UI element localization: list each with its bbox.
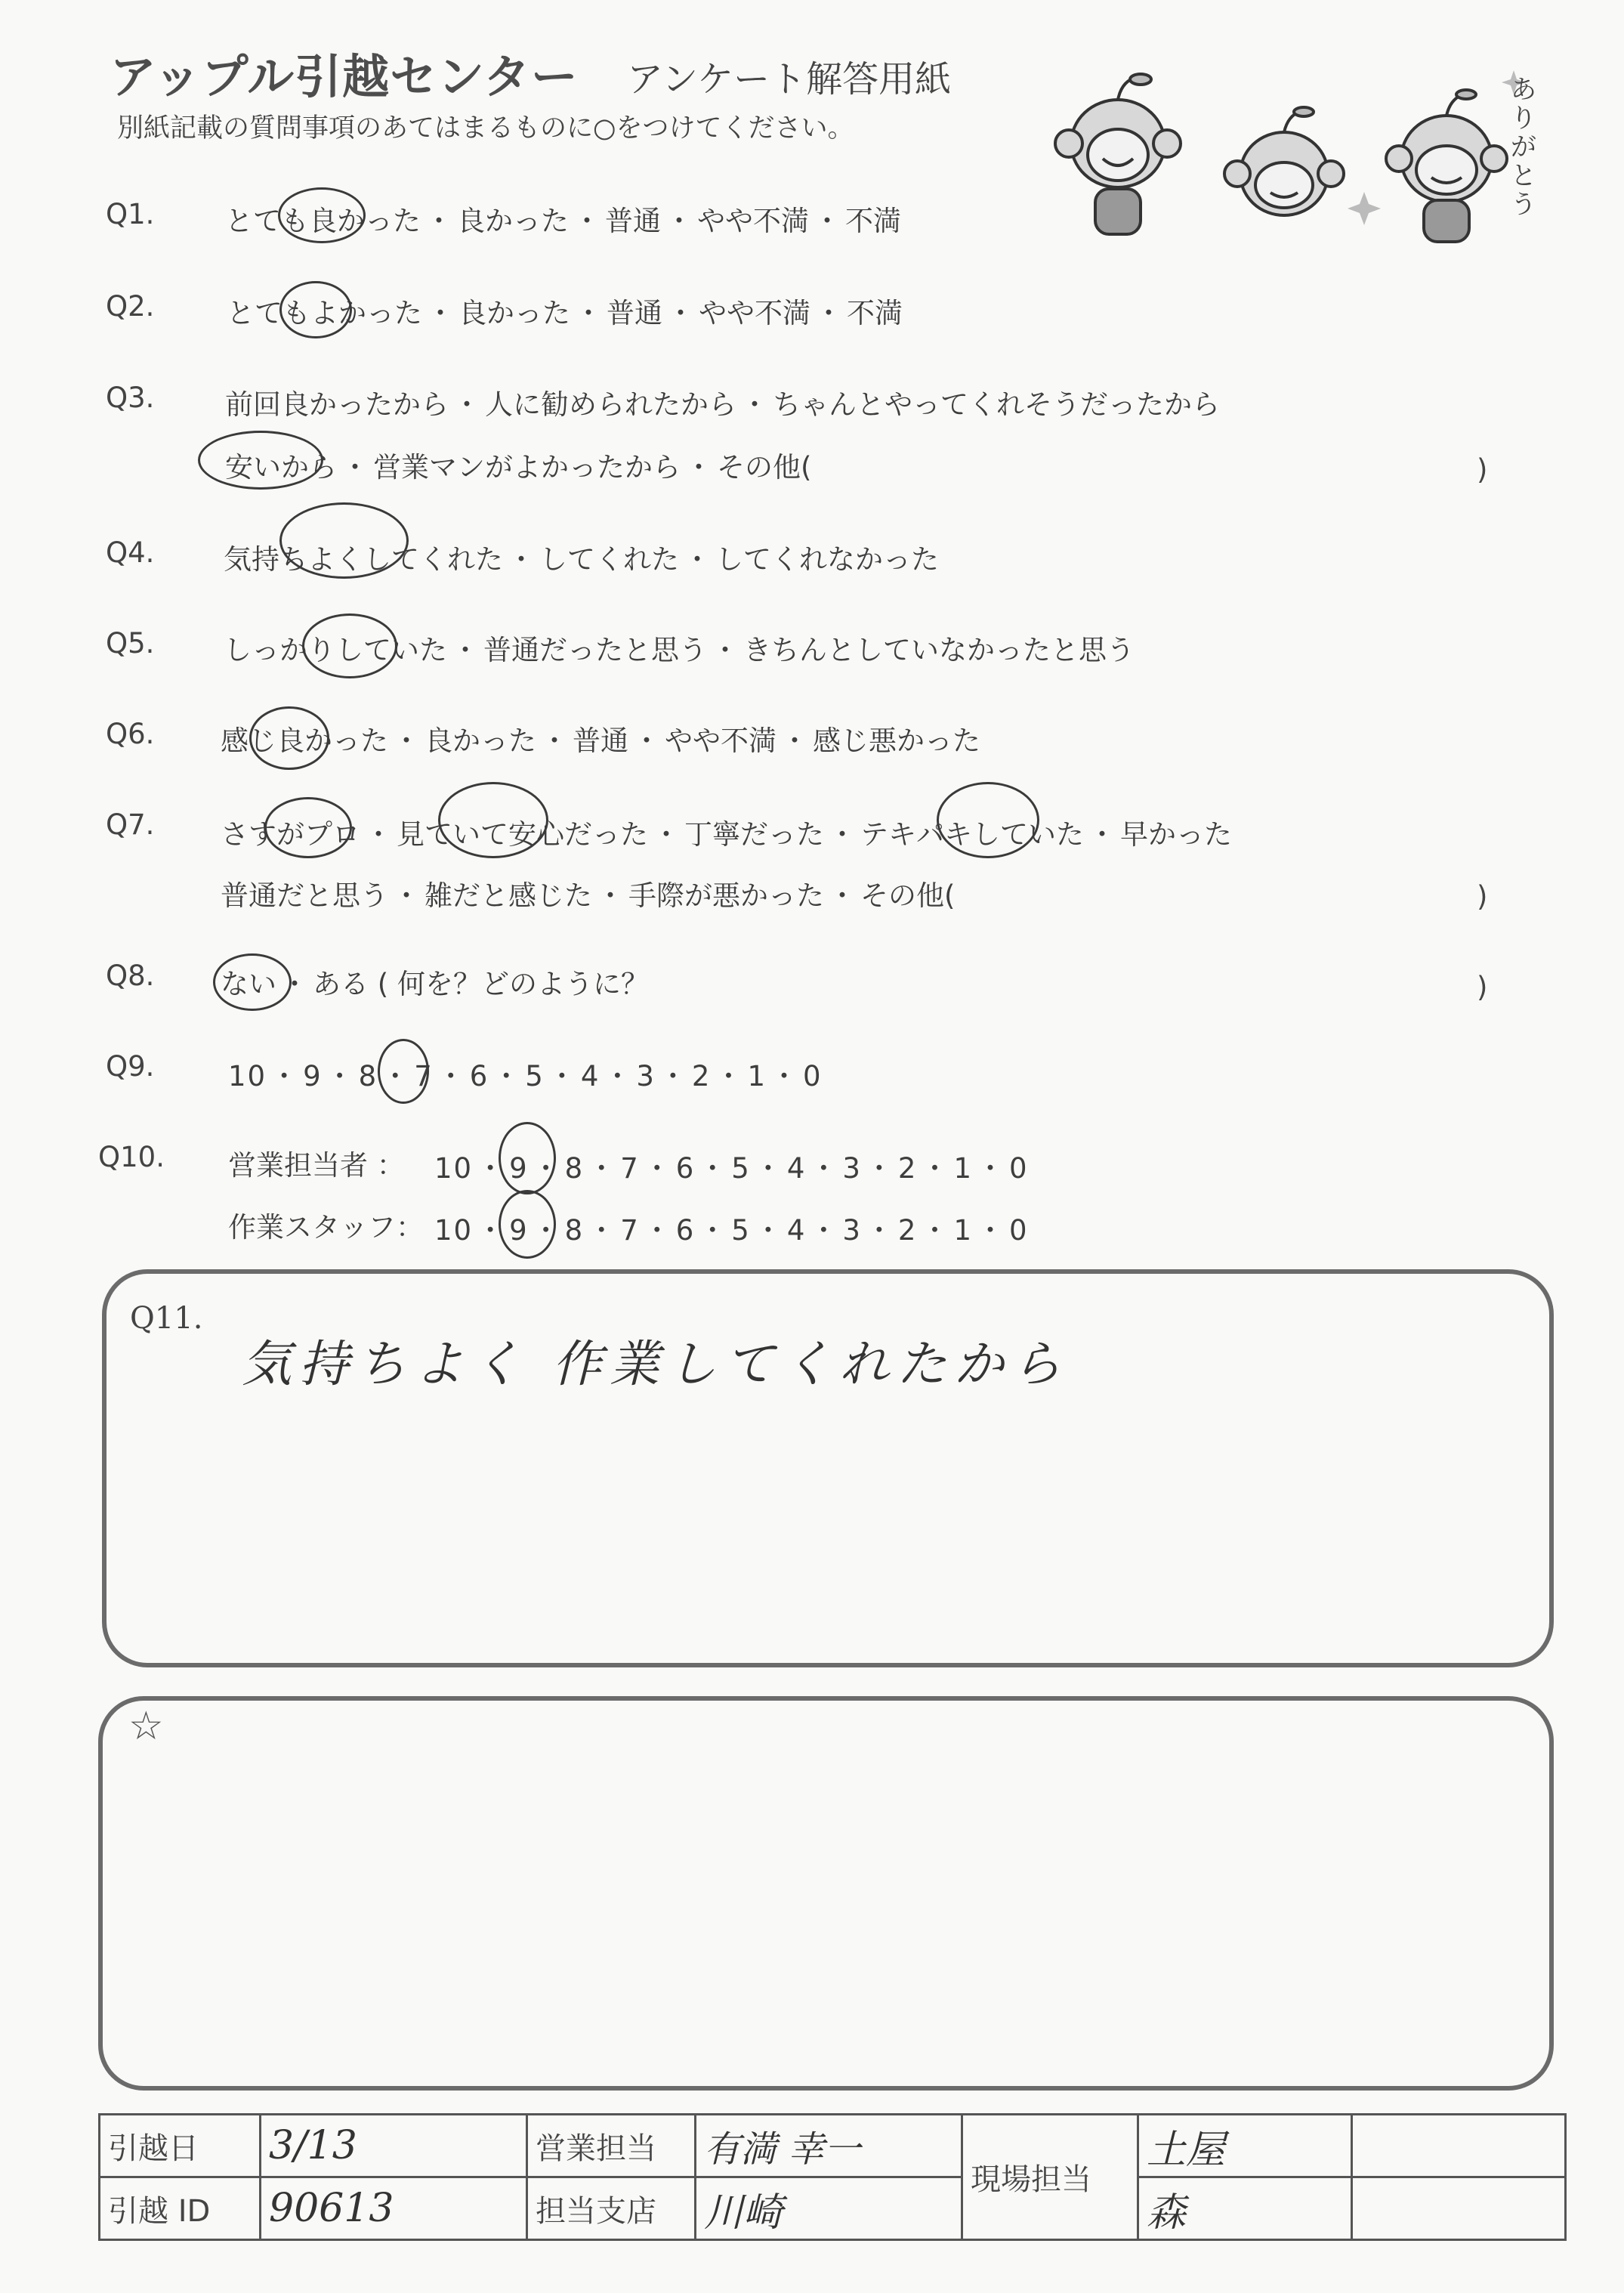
q7-option-5[interactable]: 早かった <box>1120 818 1232 851</box>
q9-answer-circle <box>378 1039 429 1104</box>
q3-option-5[interactable]: 営業マンがよかったから <box>373 451 681 484</box>
q9-score-2[interactable]: 2 <box>691 1060 712 1092</box>
move-date-handwritten: 3/13 <box>269 2123 357 2168</box>
q9-score-7[interactable]: 7 <box>414 1060 434 1092</box>
q7-option-other[interactable]: その他( <box>860 879 956 912</box>
q7-option-4[interactable]: テキパキしていた <box>860 818 1084 851</box>
q10-sales-score-8[interactable]: 8 <box>564 1152 585 1185</box>
q3-options-line2: 安いから ・ 営業マンがよかったから ・ その他( <box>225 451 812 484</box>
site-staff-extra-1 <box>1352 2115 1566 2177</box>
q5-options: しっかりしていた ・ 普通だったと思う ・ きちんとしていなかったと思う <box>224 634 1135 666</box>
q7-option-8[interactable]: 手際が悪かった <box>628 879 824 912</box>
q9-score-10[interactable]: 10 <box>228 1060 267 1092</box>
q4-option-2[interactable]: してくれた <box>539 543 679 576</box>
q9-score-9[interactable]: 9 <box>303 1060 323 1092</box>
q1-option-2[interactable]: 良かった <box>457 205 569 237</box>
q3-option-2[interactable]: 人に勧められたから <box>485 388 736 421</box>
q10-number: Q10. <box>98 1141 165 1173</box>
q3-answer-circle <box>198 431 323 490</box>
site-staff-value-1 <box>1138 2115 1352 2177</box>
q1-option-1[interactable]: とても良かった <box>225 205 421 237</box>
q10-staff-score-3[interactable]: 3 <box>842 1214 862 1247</box>
free-comment-box[interactable] <box>98 1696 1554 2091</box>
q10-sales-label: 営業担当者 ： <box>228 1149 405 1182</box>
q6-option-2[interactable]: 良かった <box>425 725 536 757</box>
q3-option-other[interactable]: その他( <box>717 451 812 484</box>
q10-staff-score-8[interactable]: 8 <box>564 1214 585 1247</box>
q5-option-1[interactable]: しっかりしていた <box>224 634 447 666</box>
q6-number: Q6. <box>106 718 155 750</box>
q6-option-4[interactable]: やや不満 <box>665 725 776 757</box>
move-id-label: 引越 ID <box>100 2177 261 2240</box>
q9-score-6[interactable]: 6 <box>469 1060 489 1092</box>
q5-number: Q5. <box>106 627 155 660</box>
q1-options: とても良かった ・ 良かった ・ 普通 ・ やや不満 ・ 不満 <box>225 205 901 237</box>
move-id-handwritten: 90613 <box>269 2186 394 2231</box>
q10-sales-score-0[interactable]: 0 <box>1009 1152 1029 1185</box>
site-staff-value-2 <box>1138 2177 1352 2240</box>
q4-option-3[interactable]: してくれなかった <box>715 543 939 576</box>
q9-number: Q9. <box>106 1050 155 1083</box>
q1-option-5[interactable]: 不満 <box>845 205 901 237</box>
q2-number: Q2. <box>106 290 155 323</box>
q8-number: Q8. <box>106 960 155 992</box>
q10-staff-score-1[interactable]: 1 <box>953 1214 974 1247</box>
q10-sales-score-1[interactable]: 1 <box>953 1152 974 1185</box>
star-label: ☆ <box>128 1704 164 1749</box>
q1-option-3[interactable]: 普通 <box>605 205 661 237</box>
q1-answer-circle <box>278 187 366 243</box>
sales-rep-handwritten: 有満 幸一 <box>704 2128 861 2171</box>
q9-score-0[interactable]: 0 <box>803 1060 823 1092</box>
move-id-value <box>261 2177 527 2240</box>
q2-answer-circle <box>279 281 352 338</box>
monkey-mascots-illustration <box>1035 45 1548 257</box>
q10-staff-score-4[interactable]: 4 <box>786 1214 807 1247</box>
survey-subtitle: アンケート解答用紙 <box>627 58 952 100</box>
q8-answer-circle <box>213 953 292 1011</box>
q8-option-1[interactable]: ない <box>221 968 276 1000</box>
q5-answer-circle <box>302 613 397 678</box>
survey-instruction: 別紙記載の質問事項のあてはまるものに○をつけてください。 <box>117 113 854 144</box>
q10-sales-score-7[interactable]: 7 <box>620 1152 640 1185</box>
branch-value <box>696 2177 962 2240</box>
q2-option-4[interactable]: やや不満 <box>699 297 810 329</box>
q10-staff-score-2[interactable]: 2 <box>897 1214 918 1247</box>
q9-score-4[interactable]: 4 <box>580 1060 601 1092</box>
q6-answer-circle <box>249 706 329 770</box>
site-staff-extra-2 <box>1352 2177 1566 2240</box>
q4-number: Q4. <box>106 536 155 569</box>
q8-close-paren: ) <box>1477 971 1488 1003</box>
q9-score-5[interactable]: 5 <box>525 1060 545 1092</box>
q10-staff-score-7[interactable]: 7 <box>620 1214 640 1247</box>
sales-rep-value <box>696 2115 962 2177</box>
q7-option-6[interactable]: 普通だと思う <box>221 879 388 912</box>
q7-option-2[interactable]: 見ていて安心だった <box>397 818 648 851</box>
q7-options-line2: 普通だと思う ・ 雑だと感じた ・ 手際が悪かった ・ その他( <box>221 879 956 912</box>
q8-option-2[interactable]: ある ( 何を？どのように？ <box>313 968 649 1000</box>
q7-answer-circle-1 <box>264 797 352 858</box>
q7-number: Q7. <box>106 808 155 841</box>
q4-answer-circle <box>279 502 409 579</box>
q3-close-paren: ) <box>1477 453 1488 486</box>
move-date-value <box>261 2115 527 2177</box>
q10-sales-score-2[interactable]: 2 <box>897 1152 918 1185</box>
site-staff-1-handwritten: 土屋 <box>1147 2127 1226 2173</box>
q10-staff-label: 作業スタッフ： <box>228 1211 424 1244</box>
q7-options-line1: さすがプロ ・ 見ていて安心だった ・ 丁寧だった ・ テキパキしていた ・ 早かった <box>221 818 1232 851</box>
move-date-label: 引越日 <box>100 2115 261 2177</box>
q10-staff-score-0[interactable]: 0 <box>1009 1214 1029 1247</box>
q3-option-3[interactable]: ちゃんとやってくれそうだったから <box>773 388 1220 421</box>
q10-staff-scale: 10 ・ 9 ・ 8 ・ 7 ・ 6 ・ 5 ・ 4 ・ 3 ・ 2 ・ 1 ・ 0 <box>434 1214 1029 1247</box>
q2-option-2[interactable]: 良かった <box>458 297 570 329</box>
q1-number: Q1. <box>106 198 155 230</box>
site-staff-label: 現場担当 <box>962 2115 1138 2240</box>
q10-sales-scale: 10 ・ 9 ・ 8 ・ 7 ・ 6 ・ 5 ・ 4 ・ 3 ・ 2 ・ 1 ・ 0 <box>434 1152 1029 1185</box>
q5-option-2[interactable]: 普通だったと思う <box>483 634 707 666</box>
q2-options: とてもよかった ・ 良かった ・ 普通 ・ やや不満 ・ 不満 <box>227 297 903 329</box>
q8-options: ない ・ ある ( 何を？どのように？ <box>221 968 649 1000</box>
q6-option-3[interactable]: 普通 <box>573 725 628 757</box>
branch-handwritten: 川崎 <box>704 2189 783 2236</box>
q11-handwritten-answer: 気持ちよく 作業してくれたから <box>242 1335 1069 1393</box>
q3-options-line1: 前回良かったから ・ 人に勧められたから ・ ちゃんとやってくれそうだったから <box>225 388 1220 421</box>
q10-staff-score-6[interactable]: 6 <box>675 1214 696 1247</box>
q9-score-1[interactable]: 1 <box>747 1060 767 1092</box>
q7-close-paren: ) <box>1477 880 1488 913</box>
q10-sales-score-9[interactable]: 9 <box>509 1152 529 1185</box>
thank-you-badge: ありがとう <box>1511 75 1536 220</box>
q6-option-1[interactable]: 感じ良かった <box>221 725 388 757</box>
q4-options: 気持ちよくしてくれた ・ してくれた ・ してくれなかった <box>224 543 939 576</box>
q3-number: Q3. <box>106 382 155 414</box>
q9-score-8[interactable]: 8 <box>358 1060 378 1092</box>
q7-option-3[interactable]: 丁寧だった <box>684 818 824 851</box>
q6-option-5[interactable]: 感じ悪かった <box>813 725 980 757</box>
q7-answer-circle-2 <box>438 782 548 858</box>
q3-option-4[interactable]: 安いから <box>225 451 337 484</box>
q10-sales-score-4[interactable]: 4 <box>786 1152 807 1185</box>
q11-label: Q11. <box>130 1301 203 1336</box>
q6-options: 感じ良かった ・ 良かった ・ 普通 ・ やや不満 ・ 感じ悪かった <box>221 725 980 757</box>
q4-option-1[interactable]: 気持ちよくしてくれた <box>224 543 503 576</box>
move-info-table <box>98 2113 1567 2241</box>
q10-sales-score-5[interactable]: 5 <box>731 1152 751 1185</box>
q10-staff-score-9[interactable]: 9 <box>509 1214 529 1247</box>
q10-staff-answer-circle <box>499 1190 556 1259</box>
q10-sales-score-10[interactable]: 10 <box>434 1152 474 1185</box>
q1-option-4[interactable]: やや不満 <box>697 205 809 237</box>
q7-option-7[interactable]: 雑だと感じた <box>425 879 592 912</box>
q10-sales-score-6[interactable]: 6 <box>675 1152 696 1185</box>
sales-rep-label: 営業担当 <box>527 2115 696 2177</box>
q2-option-3[interactable]: 普通 <box>607 297 662 329</box>
q2-option-1[interactable]: とてもよかった <box>227 297 422 329</box>
q10-staff-score-10[interactable]: 10 <box>434 1214 474 1247</box>
q10-staff-score-5[interactable]: 5 <box>731 1214 751 1247</box>
site-staff-2-handwritten: 森 <box>1147 2189 1187 2236</box>
q10-sales-answer-circle <box>499 1122 556 1194</box>
survey-title: アップル引越センター <box>110 49 579 104</box>
q3-option-1[interactable]: 前回良かったから <box>225 388 449 421</box>
q5-option-3[interactable]: きちんとしていなかったと思う <box>743 634 1135 666</box>
branch-label: 担当支店 <box>527 2177 696 2240</box>
q7-option-1[interactable]: さすがプロ <box>221 818 360 851</box>
q9-score-3[interactable]: 3 <box>636 1060 656 1092</box>
q9-scale: 10 ・ 9 ・ 8 ・ 7 ・ 6 ・ 5 ・ 4 ・ 3 ・ 2 ・ 1 ・ 0 <box>228 1060 823 1092</box>
q7-answer-circle-3 <box>937 782 1039 858</box>
q2-option-5[interactable]: 不満 <box>847 297 903 329</box>
q10-sales-score-3[interactable]: 3 <box>842 1152 862 1185</box>
